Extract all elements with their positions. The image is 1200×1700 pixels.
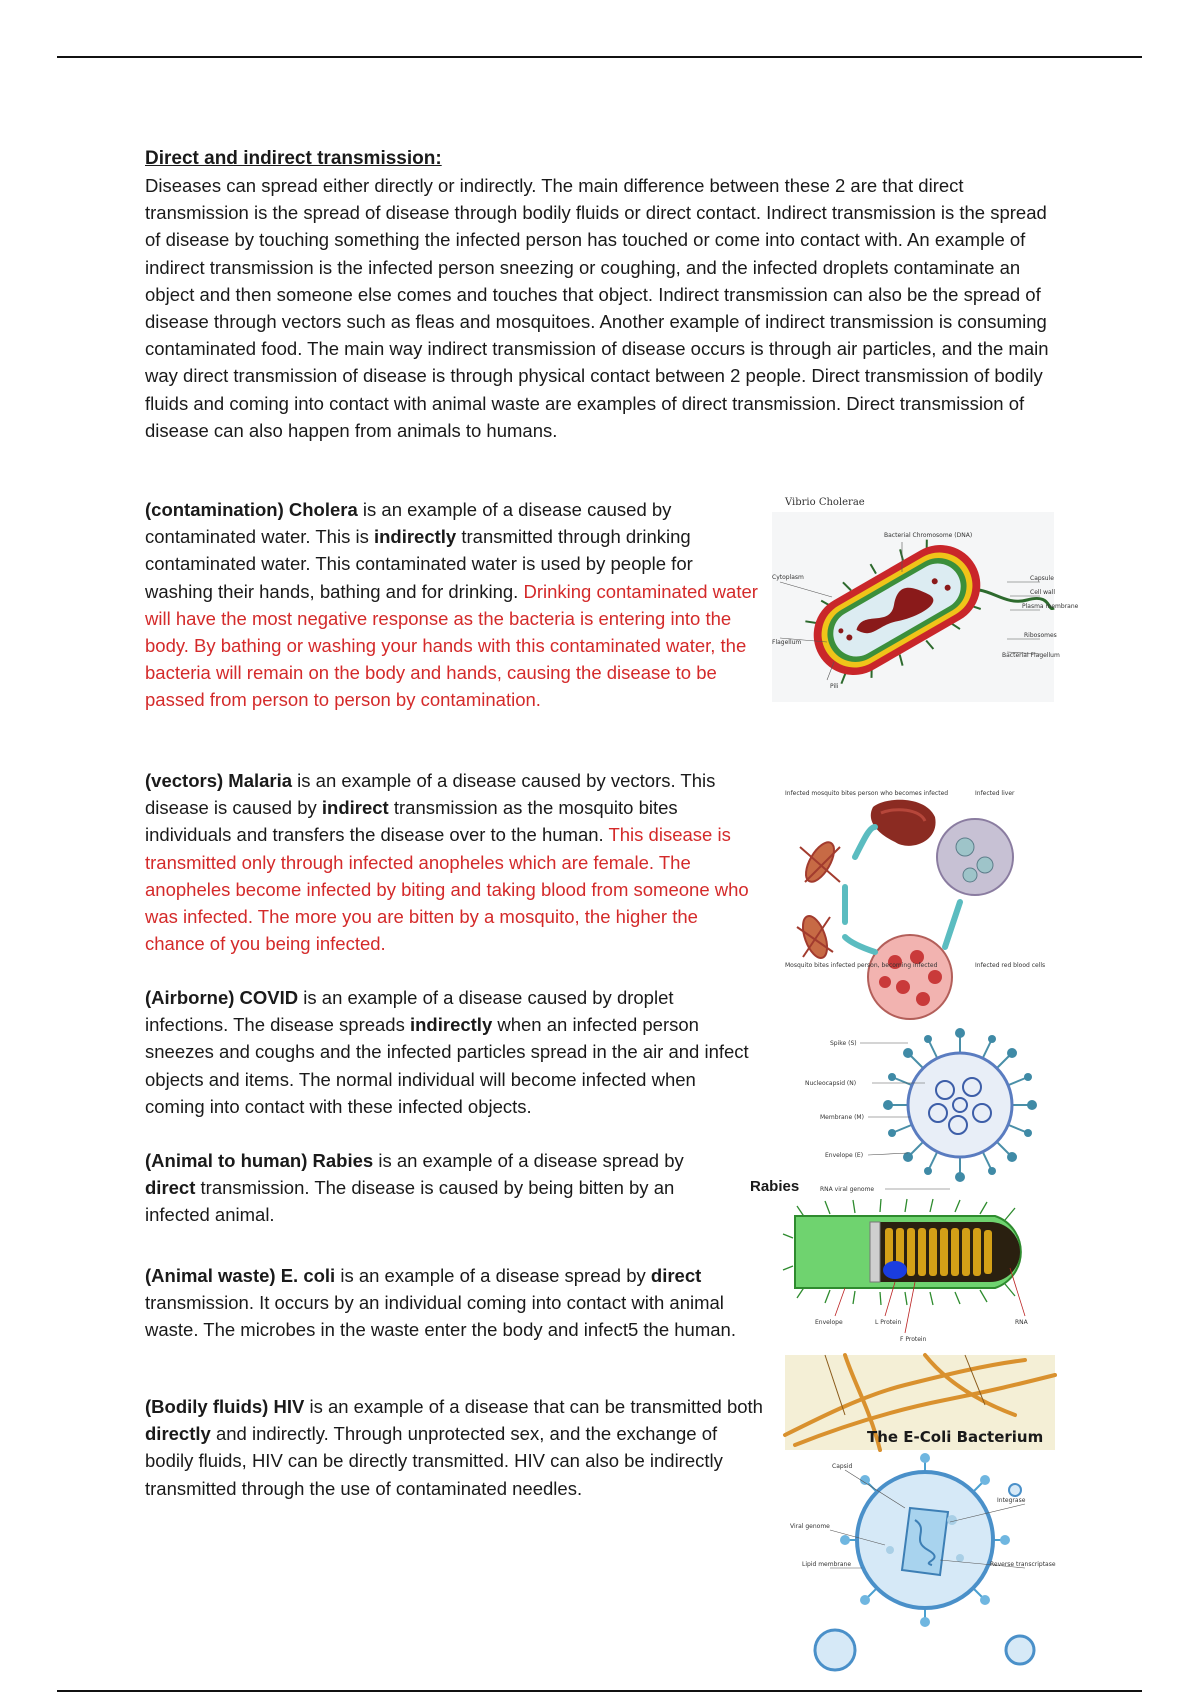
label-chromosome: Bacterial Chromosome (DNA) bbox=[884, 532, 973, 539]
malaria-bold: indirect bbox=[321, 797, 389, 819]
rabies-text-2: transmission. The disease is caused by being bitten by an infected animal. bbox=[145, 1177, 675, 1226]
hiv-lead: (Bodily fluids) HIV bbox=[145, 1396, 305, 1417]
rabies-lead: (Animal to human) Rabies bbox=[145, 1150, 374, 1171]
malaria-cycle-illustration bbox=[785, 787, 1045, 1027]
covid-label-nucleocapsid: Nucleocapsid (N) bbox=[805, 1080, 857, 1087]
covid-label-spike: Spike (S) bbox=[830, 1040, 857, 1047]
ecoli-text-2: transmission. It occurs by an individual coming into contact with animal waste. The microbes in the waste enter the body and infect5 the human. bbox=[145, 1292, 736, 1341]
cholera-diagram bbox=[772, 512, 1079, 702]
rabies-label-f-protein: F Protein bbox=[900, 1336, 927, 1343]
hiv-label-reverse-transcriptase: Reverse transcriptase bbox=[990, 1561, 1056, 1568]
rabies-title-text: Rabies bbox=[750, 1178, 800, 1195]
label-bacterial-flagellum: Bacterial Flagellum bbox=[1002, 652, 1060, 659]
hiv-bold: directly bbox=[145, 1423, 211, 1445]
header-rule bbox=[57, 56, 1142, 58]
cholera-red-text: Drinking contaminated water will have the most negative response as the bacteria is entering into the body. By bathing or washing your hands with this contaminated water, the bacteria will remain on the body and hands, causing the disease to be passed from person to person by contamination. bbox=[145, 580, 758, 711]
rabies-figure-title bbox=[750, 1178, 799, 1195]
intro-block bbox=[145, 145, 1065, 444]
vibrio-cholerae-illustration bbox=[772, 512, 1079, 702]
cholera-figure-title: Vibrio Cholerae bbox=[785, 497, 865, 508]
covid-label-membrane: Membrane (M) bbox=[820, 1114, 864, 1121]
rabies-text-1: is an example of a disease spread by bbox=[373, 1150, 684, 1171]
hiv-label-viral-genome: Viral genome bbox=[790, 1523, 830, 1530]
intro-paragraph: Diseases can spread either directly or indirectly. The main difference between these 2 are that direct transmission is the spread of disease through bodily fluids or direct contact. Indirect transmission is the spread of disease by touching something the infected person has touched or come into contact with. An example of indirect transmission is the infected person sneezing or coughing, and the infected droplets contaminate an object and then someone else comes and touches that object. Indirect transmission can also be the spread of disease through vectors such as fleas and mosquitoes. Another example of indirect transmission is consuming contaminated food. The main way indirect transmission of disease occurs is through air particles, and the main way direct transmission of disease is through physical contact between 2 people. Direct transmission of bodily fluids and coming into contact with animal waste are examples of direct transmission. Direct transmission of disease can also happen from animals to humans. bbox=[145, 175, 1049, 441]
label-cell-wall: Cell wall bbox=[1030, 589, 1056, 596]
label-cytoplasm: Cytoplasm bbox=[772, 574, 804, 581]
footer-rule bbox=[57, 1690, 1142, 1692]
cholera-lead: (contamination) Cholera bbox=[145, 499, 358, 520]
malaria-text-1: is an example of a disease caused by vectors. This disease is caused by bbox=[145, 770, 716, 819]
malaria-label-bites: Infected mosquito bites person who becomes infected bbox=[785, 790, 949, 797]
rabies-bold: direct bbox=[145, 1177, 196, 1199]
malaria-text-2: transmission as the mosquito bites individuals and transfers the disease over to the human. bbox=[145, 797, 678, 846]
malaria-paragraph bbox=[145, 767, 760, 957]
cholera-text-2: transmitted through drinking contaminated water. This contaminated water is used by people for washing their hands, bathing and for drinking. bbox=[145, 526, 693, 602]
hiv-paragraph bbox=[145, 1393, 770, 1502]
label-plasma-membrane: Plasma membrane bbox=[1022, 603, 1079, 610]
covid-paragraph bbox=[145, 984, 760, 1120]
covid-text-1: is an example of a disease caused by droplet infections. The disease spreads bbox=[145, 987, 674, 1036]
hiv-text-2: and indirectly. Through unprotected sex, and the exchange of bodily fluids, HIV can be directly transmitted. HIV can also be indirectly transmitted through the use of contaminated needles. bbox=[145, 1423, 723, 1499]
malaria-label-rbc: Infected red blood cells bbox=[975, 962, 1046, 969]
hiv-label-capsid: Capsid bbox=[832, 1463, 853, 1470]
hiv-label-lipid-membrane: Lipid membrane bbox=[802, 1561, 852, 1568]
rabies-paragraph bbox=[145, 1147, 735, 1229]
covid-text-2: when an infected person sneezes and coughs and the infected particles spread in the air and infect objects and items. The normal individual will become infected when coming into contact with these infected objects. bbox=[145, 1014, 749, 1117]
hiv-diagram bbox=[790, 1450, 1060, 1670]
rabies-diagram bbox=[785, 1198, 1045, 1348]
malaria-lead: (vectors) Malaria bbox=[145, 770, 293, 791]
label-ribosomes: Ribosomes bbox=[1024, 632, 1057, 639]
covid-label-rna: RNA viral genome bbox=[820, 1186, 875, 1193]
malaria-label-liver: Infected liver bbox=[975, 790, 1015, 797]
ecoli-lead: (Animal waste) E. coli bbox=[145, 1265, 336, 1286]
rabies-label-rna: RNA bbox=[1015, 1319, 1028, 1326]
hiv-label-integrase: Integrase bbox=[997, 1497, 1026, 1504]
coronavirus-illustration bbox=[800, 1025, 1050, 1195]
hiv-virus-illustration bbox=[790, 1450, 1060, 1670]
hiv-text-1: is an example of a disease that can be transmitted both bbox=[304, 1396, 763, 1417]
malaria-red-text: This disease is transmitted only through infected anopheles which are female. The anopheles become infected by biting and taking blood from someone who was infected. The more you are bitten by a mosquito, the higher the chance of you being infected. bbox=[145, 824, 749, 955]
cholera-text-1: is an example of a disease caused by contaminated water. This is bbox=[145, 499, 672, 548]
malaria-diagram bbox=[785, 787, 1045, 1027]
covid-diagram bbox=[800, 1025, 1050, 1195]
malaria-label-mosquito: Mosquito bites infected person, becoming infected bbox=[785, 962, 938, 969]
label-flagellum: Flagellum bbox=[772, 639, 802, 646]
label-capsule: Capsule bbox=[1030, 575, 1054, 582]
cholera-paragraph bbox=[145, 496, 760, 714]
rabies-label-l-protein: L Protein bbox=[875, 1319, 902, 1326]
ecoli-figure-title: The E-Coli Bacterium bbox=[867, 1428, 1044, 1446]
page-heading: Direct and indirect transmission: bbox=[145, 148, 442, 169]
rabies-virus-illustration bbox=[785, 1198, 1045, 1348]
label-pili: Pili bbox=[830, 683, 839, 690]
covid-label-envelope: Envelope (E) bbox=[825, 1152, 864, 1159]
ecoli-text-1: is an example of a disease spread by bbox=[335, 1265, 651, 1286]
rabies-label-envelope: Envelope bbox=[815, 1319, 843, 1326]
ecoli-bold: direct bbox=[650, 1265, 702, 1286]
cholera-bold: indirectly bbox=[373, 526, 457, 548]
covid-lead: (Airborne) COVID bbox=[145, 987, 299, 1008]
ecoli-paragraph bbox=[145, 1262, 745, 1344]
covid-bold: indirectly bbox=[409, 1014, 493, 1036]
